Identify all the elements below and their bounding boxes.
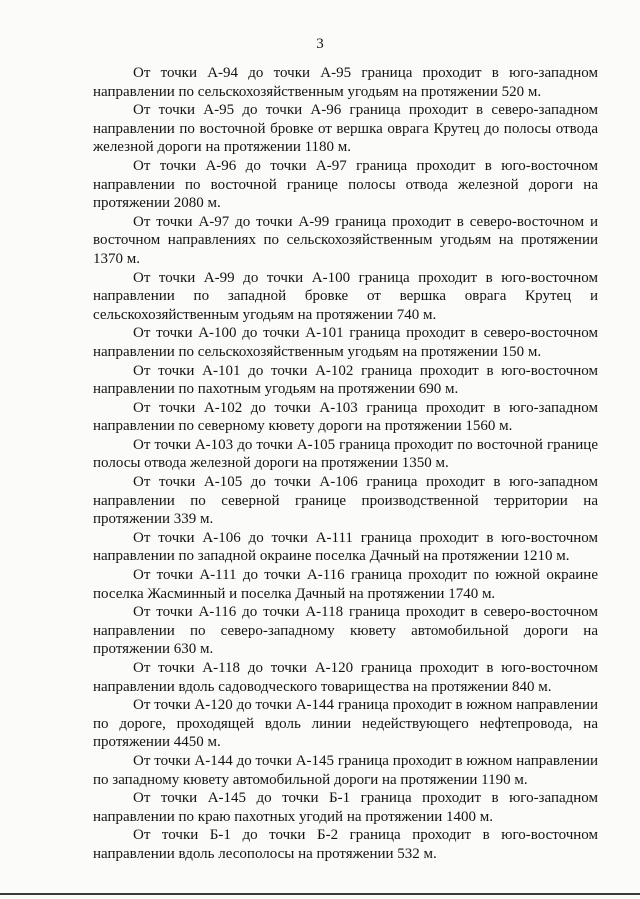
paragraph: От точки А-116 до точки А-118 граница проходит в северо-восточном направлении по северо-западному кювету автомобильной дороги на протяжении 630 м.	[93, 604, 598, 658]
scan-edge-line	[0, 893, 640, 895]
document-body	[93, 64, 598, 864]
paragraph: От точки А-120 до точки А-144 граница проходит в южном направлении по дороге, проходящей вдоль линии недействующего нефтепровода, на протяжении 4450 м.	[93, 697, 598, 751]
paragraph: От точки А-102 до точки А-103 граница проходит в юго-западном направлении по северному кювету дороги на протяжении 1560 м.	[93, 399, 598, 435]
paragraph: От точки А-106 до точки А-111 граница проходит в юго-восточном направлении по западной окраине поселка Дачный на протяжении 1210 м.	[93, 529, 598, 565]
paragraph: От точки А-118 до точки А-120 граница проходит в юго-восточном направлении вдоль садоводческого товарищества на протяжении 840 м.	[93, 660, 598, 695]
paragraph: От точки А-111 до точки А-116 граница проходит по южной окраине поселка Жасминный и поселка Дачный на протяжении 1740 м.	[93, 567, 598, 602]
paragraph: От точки А-145 до точки Б-1 граница проходит в юго-западном направлении по краю пахотных угодий на протяжении 1400 м.	[93, 790, 598, 825]
paragraph: От точки А-144 до точки А-145 граница проходит в южном направлении по западному кювету автомобильной дороги на протяжении 1190 м.	[93, 752, 598, 788]
page-number: 3	[316, 36, 324, 52]
paragraph: От точки А-105 до точки А-106 граница проходит в юго-западном направлении по северной границе производственной территории на протяжении 339 м.	[93, 474, 598, 528]
paragraph: От точки А-100 до точки А-101 граница проходит в северо-восточном направлении по сельскохозяйственным угодьям на протяжении 150 м.	[93, 325, 598, 360]
paragraph: От точки А-103 до точки А-105 граница проходит по восточной границе полосы отвода железной дороги на протяжении 1350 м.	[93, 436, 598, 472]
paragraph: От точки А-99 до точки А-100 граница проходит в юго-восточном направлении по западной бровке от вершка оврага Крутец и сельскохозяйственным угодьям на протяжении 740 м.	[93, 269, 598, 323]
paragraph: От точки А-94 до точки А-95 граница проходит в юго-западном направлении по сельскохозяйственным угодьям на протяжении 520 м.	[93, 65, 598, 100]
paragraph: От точки Б-1 до точки Б-2 граница проходит в юго-восточном направлении вдоль лесополосы на протяжении 532 м.	[93, 827, 598, 862]
paragraph: От точки А-97 до точки А-99 граница проходит в северо-восточном и восточном направлениях по сельскохозяйственным угодьям на протяжении 1370 м.	[93, 213, 598, 267]
paragraph: От точки А-101 до точки А-102 граница проходит в юго-восточном направлении по пахотным угодьям на протяжении 690 м.	[93, 362, 598, 398]
paragraph: От точки А-96 до точки А-97 граница проходит в юго-восточном направлении по восточной границе полосы отвода железной дороги на протяжении 2080 м.	[93, 157, 598, 212]
paragraph: От точки А-95 до точки А-96 граница проходит в северо-западном направлении по восточной бровке от вершка оврага Крутец до полосы отвода железной дороги на протяжении 1180 м.	[93, 102, 598, 156]
